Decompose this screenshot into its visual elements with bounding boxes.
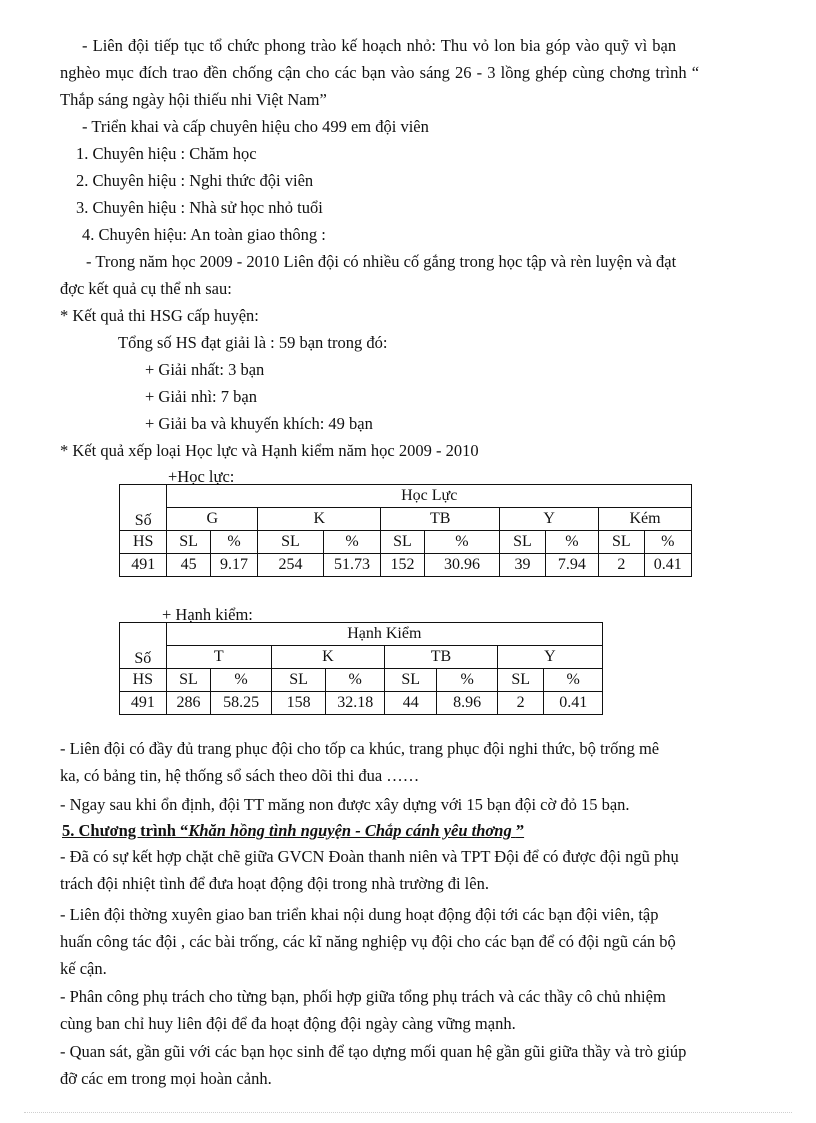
table-cell: 2 xyxy=(497,692,544,715)
hsg-total: Tổng số HS đạt giải là : 59 bạn trong đó: xyxy=(118,333,388,352)
paragraph-1-line-1: - Liên đội tiếp tục tổ chức phong trào kế hoạch nhỏ: Thu vỏ lon bia góp vào quỹ vì bạn xyxy=(82,36,677,55)
paragraph-1-line-2: nghèo mục đích trao đền chống cận cho các bạn vào sáng 26 - 3 lồng ghép cùng chơng trình “ xyxy=(60,63,700,82)
hsg-title: * Kết quả thi HSG cấp huyện: xyxy=(60,306,259,325)
sub-header: SL xyxy=(166,669,211,692)
section-5-heading xyxy=(62,820,524,842)
hoc-luc-header: Học Lực xyxy=(167,485,692,508)
so-cell: Số xyxy=(120,485,167,531)
group-k: K xyxy=(271,646,384,669)
table-cell: 58.25 xyxy=(211,692,272,715)
paragraph-8-line-2: cùng ban chỉ huy liên đội để đa hoạt động đội ngày càng vững mạnh. xyxy=(60,1014,516,1033)
sub-header: SL xyxy=(385,669,437,692)
so-cell: Số xyxy=(120,623,167,669)
paragraph-3-line-1: - Trong năm học 2009 - 2010 Liên đội có nhiều cố gắng trong học tập và rèn luyện và đạt xyxy=(86,252,677,271)
sub-header: SL xyxy=(599,531,644,554)
table-cell: 152 xyxy=(381,554,424,577)
sub-header: % xyxy=(437,669,497,692)
sub-header: % xyxy=(210,531,257,554)
paragraph-1-line-3: Thắp sáng ngày hội thiếu nhi Việt Nam” xyxy=(60,90,327,109)
hsg-first-prize: + Giải nhất: 3 bạn xyxy=(145,360,265,379)
table-cell: 286 xyxy=(166,692,211,715)
table-cell: 9.17 xyxy=(210,554,257,577)
paragraph-9-line-1: - Quan sát, gần gũi với các bạn học sinh để tạo dựng mối quan hệ gần gũi giữa thầy và trò giúp xyxy=(60,1042,687,1061)
sub-header: % xyxy=(544,669,603,692)
paragraph-6-line-1: - Đã có sự kết hợp chặt chẽ giữa GVCN Đoàn thanh niên và TPT Đội để có được đội ngũ phụ xyxy=(60,847,679,866)
group-y: Y xyxy=(500,508,599,531)
paragraph-5: - Ngay sau khi ổn định, đội TT măng non được xây dựng với 15 bạn đội cờ đỏ 15 bạn. xyxy=(60,795,630,814)
table-cell: 45 xyxy=(167,554,210,577)
section-5-prefix: 5. Chương trình “ xyxy=(62,821,189,840)
group-t: T xyxy=(166,646,271,669)
sub-header: SL xyxy=(167,531,210,554)
table-cell: 491 xyxy=(120,692,167,715)
sub-header: % xyxy=(545,531,598,554)
section-5-title: Khăn hồng tình nguyện - Chắp cánh yêu thơng xyxy=(188,821,516,840)
hanh-kiem-table xyxy=(119,622,603,715)
badge-item-3: 3. Chuyên hiệu : Nhà sử học nhỏ tuổi xyxy=(76,198,323,217)
paragraph-3-line-2: đợc kết quả cụ thể nh sau: xyxy=(60,279,232,298)
hoc-luc-caption: +Học lực: xyxy=(168,467,235,486)
table-cell: 51.73 xyxy=(323,554,381,577)
table-cell: 0.41 xyxy=(644,554,691,577)
paragraph-4-line-1: - Liên đội có đầy đủ trang phục đội cho tốp ca khúc, trang phục đội nghi thức, bộ trống mê xyxy=(60,739,660,758)
badge-item-1: 1. Chuyên hiệu : Chăm học xyxy=(76,144,257,163)
sub-header: SL xyxy=(497,669,544,692)
group-tb: TB xyxy=(381,508,500,531)
hanh-kiem-header: Hạnh Kiểm xyxy=(166,623,602,646)
group-tb: TB xyxy=(385,646,498,669)
table-cell: 39 xyxy=(500,554,545,577)
table-cell: 0.41 xyxy=(544,692,603,715)
group-g: G xyxy=(167,508,258,531)
sub-header: % xyxy=(326,669,385,692)
hs-cell: HS xyxy=(120,669,167,692)
sub-header: SL xyxy=(258,531,324,554)
paragraph-4-line-2: ka, có bảng tin, hệ thống sổ sách theo dõi thi đua …… xyxy=(60,766,420,785)
group-y: Y xyxy=(497,646,602,669)
paragraph-6-line-2: trách đội nhiệt tình để đưa hoạt động đội trong nhà trường đi lên. xyxy=(60,874,489,893)
page-footer-rule xyxy=(24,1112,792,1113)
badge-item-2: 2. Chuyên hiệu : Nghi thức đội viên xyxy=(76,171,314,190)
hsg-second-prize: + Giải nhì: 7 bạn xyxy=(145,387,257,406)
sub-header: SL xyxy=(500,531,545,554)
sub-header: % xyxy=(211,669,272,692)
paragraph-7-line-2: huấn công tác đội , các bài trống, các kĩ năng nghiệp vụ đội cho các bạn để có đội ngũ cán bộ xyxy=(60,932,676,951)
table-cell: 158 xyxy=(271,692,326,715)
badge-item-4: 4. Chuyên hiệu: An toàn giao thông : xyxy=(82,225,326,244)
sub-header: % xyxy=(644,531,691,554)
table-cell: 30.96 xyxy=(424,554,500,577)
hs-cell: HS xyxy=(120,531,167,554)
table-cell: 7.94 xyxy=(545,554,598,577)
sub-header: SL xyxy=(381,531,424,554)
hoc-luc-table xyxy=(119,484,692,577)
sub-header: % xyxy=(323,531,381,554)
paragraph-8-line-1: - Phân công phụ trách cho từng bạn, phối hợp giữa tổng phụ trách và các thầy cô chủ nhiệm xyxy=(60,987,666,1006)
paragraph-7-line-1: - Liên đội thờng xuyên giao ban triển khai nội dung hoạt động đội tới các bạn đội viên, tập xyxy=(60,905,659,924)
badge-intro: - Triển khai và cấp chuyên hiệu cho 499 em đội viên xyxy=(82,117,429,136)
table-cell: 491 xyxy=(120,554,167,577)
table-cell: 44 xyxy=(385,692,437,715)
hsg-third-prize: + Giải ba và khuyến khích: 49 bạn xyxy=(145,414,373,433)
table-cell: 2 xyxy=(599,554,644,577)
section-5-suffix: ” xyxy=(515,821,525,840)
paragraph-9-line-2: đỡ các em trong mọi hoàn cảnh. xyxy=(60,1069,272,1088)
hanh-kiem-caption: + Hạnh kiểm: xyxy=(162,605,253,624)
group-k: K xyxy=(258,508,381,531)
paragraph-7-line-3: kế cận. xyxy=(60,959,107,978)
group-kem: Kém xyxy=(599,508,692,531)
sub-header: % xyxy=(424,531,500,554)
table-cell: 32.18 xyxy=(326,692,385,715)
sub-header: SL xyxy=(271,669,326,692)
ranking-title: * Kết quả xếp loại Học lực và Hạnh kiểm năm học 2009 - 2010 xyxy=(60,441,479,460)
table-cell: 254 xyxy=(258,554,324,577)
table-cell: 8.96 xyxy=(437,692,497,715)
